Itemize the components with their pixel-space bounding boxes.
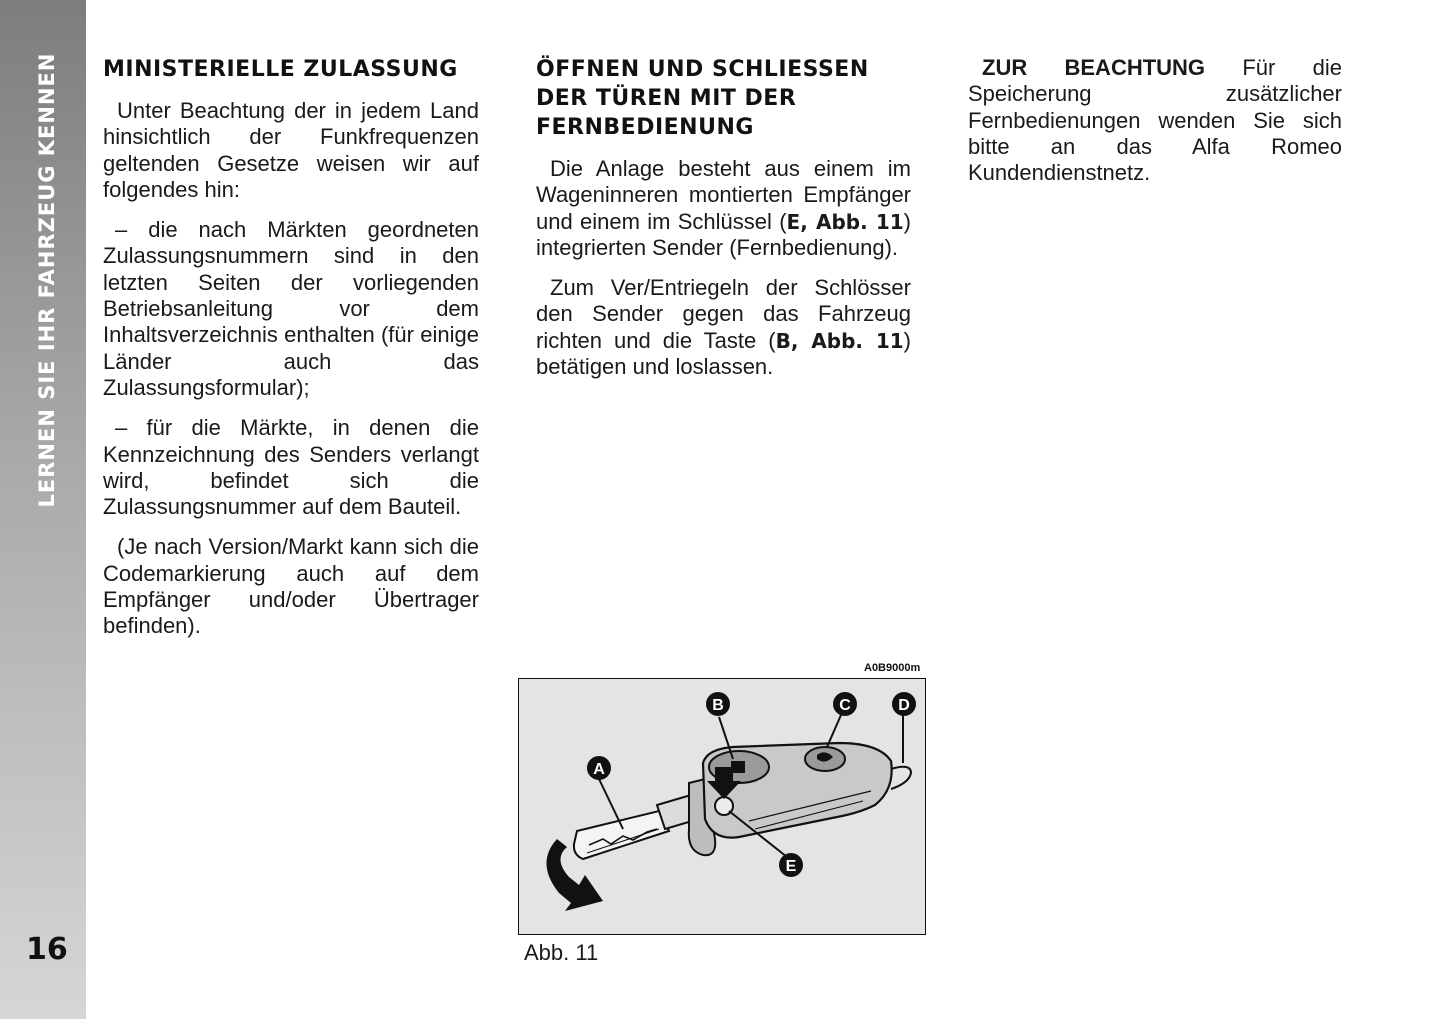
note-heading: ZUR BEACHTUNG xyxy=(982,55,1206,80)
column-remote-control xyxy=(536,55,911,394)
callout-a xyxy=(587,756,611,780)
page-number: 16 xyxy=(26,932,68,967)
paragraph-version-note: (Je nach Version/Markt kann sich die Codemarkierung auch auf dem Empfänger und/oder Übertrager befinden). xyxy=(103,534,479,639)
paragraph-marking: – für die Märkte, in denen die Kennzeichnung des Senders verlangt wird, befindet sich die Zulassungsnummer auf dem Bauteil. xyxy=(103,415,479,520)
callout-e-label: E xyxy=(785,858,797,875)
paragraph-approval-numbers: – die nach Märkten geordneten Zulassungsnummern sind in den letzten Seiten der vorliegenden Betriebsanleitung vor dem Inhaltsverzeichnis enthalten (für einige Länder auch das Zulassungsformular); xyxy=(103,217,479,400)
figure-reference-b: B, Abb. 11 xyxy=(775,328,904,353)
section-title: LERNEN SIE IHR FAHRZEUG KENNEN xyxy=(35,52,59,508)
figure-caption: Abb. 11 xyxy=(524,940,599,965)
key-blade xyxy=(574,795,699,859)
text: ) integrierten Sender (Fernbedienung). xyxy=(536,208,911,260)
callout-e xyxy=(779,853,803,877)
figure-code: A0B9000m xyxy=(864,662,921,674)
paragraph-lock-unlock xyxy=(536,275,911,380)
callout-c-label: C xyxy=(839,697,851,714)
note-text: Für die Speicherung zusätzlicher Fernbedienungen wenden Sie sich bitte an das Alfa Romeo Kundendienstnetz. xyxy=(968,55,1342,186)
text: Zum Ver/Entriegeln der Schlösser den Sender gegen das Fahrzeug richten und die Taste ( xyxy=(536,275,911,353)
key-head xyxy=(689,743,911,855)
heading-approval: MINISTERIELLE ZULASSUNG xyxy=(103,57,458,82)
column-note xyxy=(968,55,1342,200)
text: ) betätigen und loslassen. xyxy=(536,327,911,380)
paragraph-intro: Unter Beachtung der in jedem Land hinsichtlich der Funkfrequenzen geltenden Gesetze weisen wir auf folgendes hin: xyxy=(103,98,479,202)
figure-key-remote xyxy=(518,678,926,935)
heading-line-3: FERNBEDIENUNG xyxy=(536,115,754,140)
callout-b xyxy=(706,692,730,716)
callout-d-label: D xyxy=(898,697,910,714)
callout-a-label: A xyxy=(593,761,605,778)
paragraph-system xyxy=(536,156,911,261)
heading-line-2: DER TÜREN MIT DER xyxy=(536,86,797,111)
sidebar xyxy=(0,0,86,1019)
text: Die Anlage besteht aus einem im Wageninneren montierten Empfänger und einem im Schlüssel ( xyxy=(536,156,911,234)
callout-d xyxy=(892,692,916,716)
key-illustration xyxy=(519,679,924,933)
heading-line-1: ÖFFNEN UND SCHLIESSEN xyxy=(536,57,869,82)
paragraph-note xyxy=(968,55,1342,186)
figure-reference-e: E, Abb. 11 xyxy=(786,209,904,234)
callout-b-label: B xyxy=(712,697,724,714)
callout-c xyxy=(833,692,857,716)
column-approval xyxy=(103,55,479,654)
heading-remote-control xyxy=(536,55,911,142)
